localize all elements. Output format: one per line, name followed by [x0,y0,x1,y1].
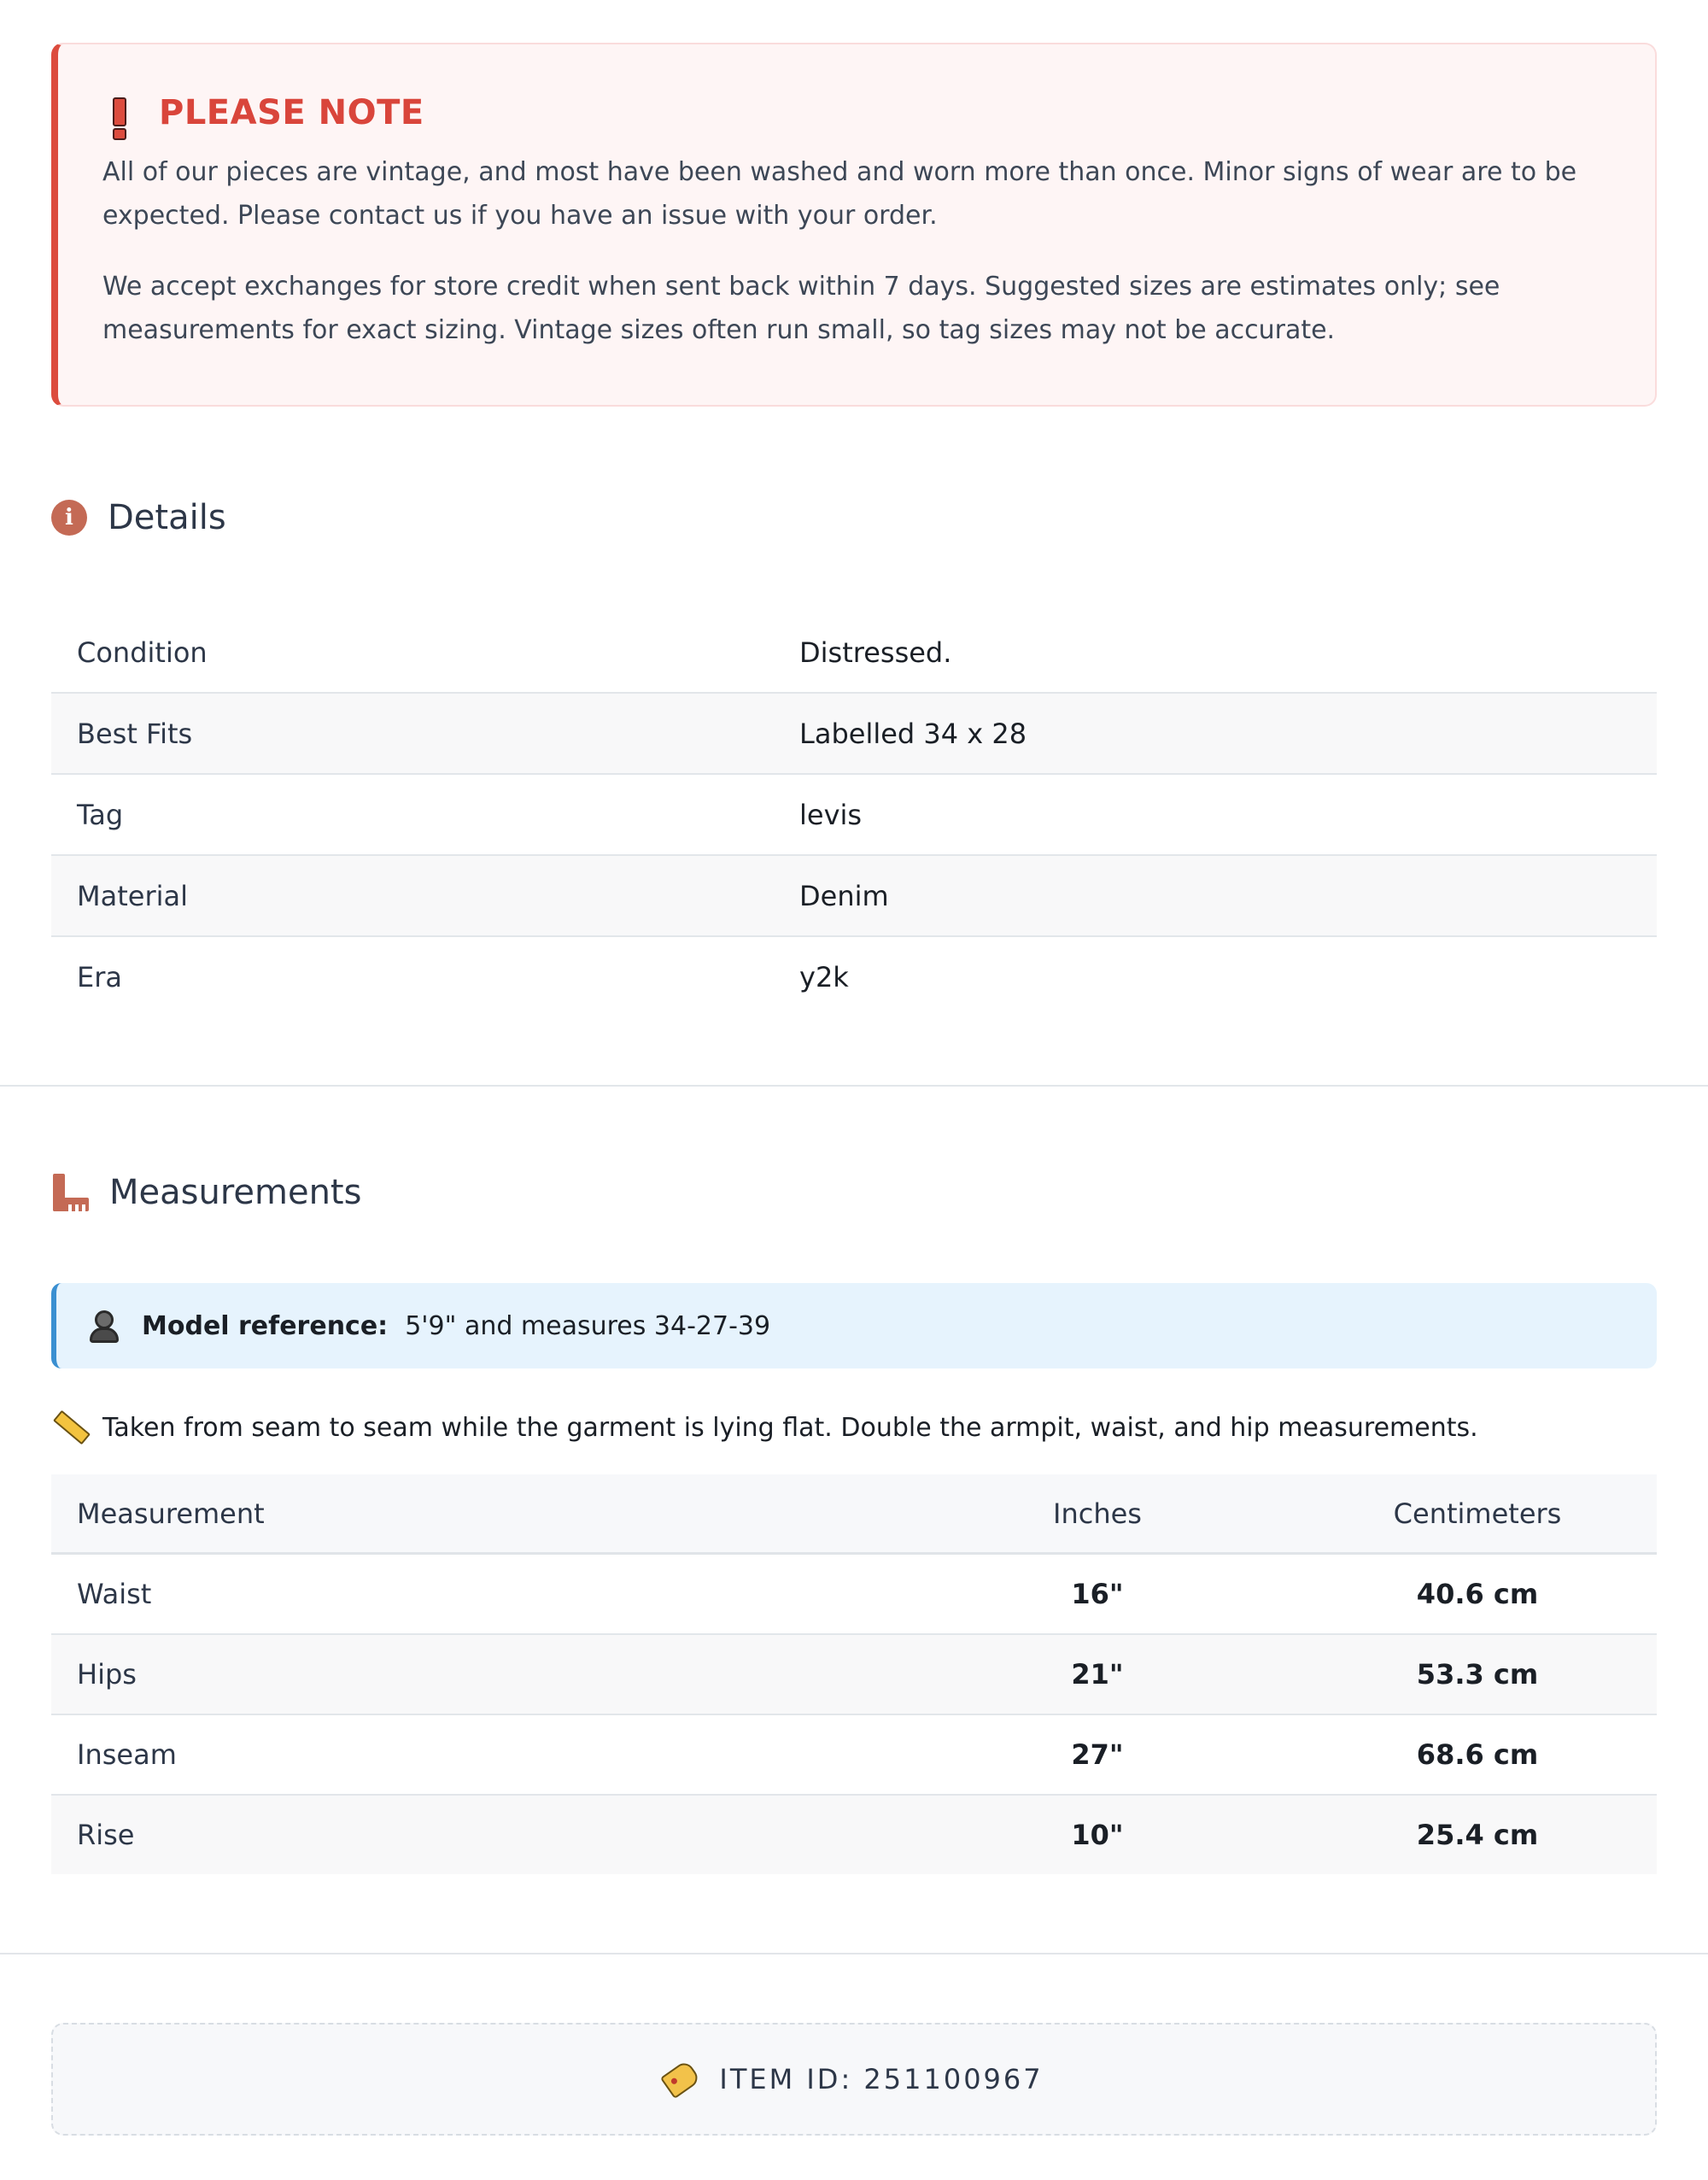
detail-value: Labelled 34 x 28 [774,693,1657,774]
detail-value: levis [774,774,1657,855]
details-table-container [51,612,1657,1017]
model-reference-value: 5'9" and measures 34-27-39 [405,1310,771,1341]
table-header-row [51,1474,1657,1554]
details-title: Details [108,498,226,537]
detail-value: y2k [799,960,849,993]
detail-label: Era [77,960,122,993]
table-row [51,693,1657,774]
measurement-inches: 21" [897,1634,1298,1714]
measurement-instructions [51,1408,1657,1447]
measurement-name: Hips [51,1634,897,1714]
column-header: Centimeters [1298,1474,1657,1554]
table-row [51,1634,1657,1714]
column-header: Inches [897,1474,1298,1554]
info-icon: i [51,500,87,536]
measurement-cm: 40.6 cm [1298,1554,1657,1635]
details-heading [51,492,1657,543]
detail-value: Denim [774,855,1657,936]
ruler-icon [51,1174,89,1211]
measurement-cm: 53.3 cm [1298,1634,1657,1714]
section-divider [0,1085,1708,1087]
detail-label: Best Fits [51,693,774,774]
detail-label: Tag [51,774,774,855]
measurement-instructions-text: Taken from seam to seam while the garment is lying flat. Double the armpit, waist, and hip measurements. [102,1412,1478,1443]
measurement-cm: 25.4 cm [1298,1795,1657,1874]
measurement-inches: 10" [897,1795,1298,1874]
measurements-table-container [51,1474,1657,1874]
please-note-paragraph: All of our pieces are vintage, and most have been washed and worn more than once. Minor signs of wear are to be expected. Please contact us if you have an issue with your order. [102,157,1577,231]
measurement-name: Waist [51,1554,897,1635]
pencil-icon [53,1410,91,1445]
detail-label: Material [51,855,774,936]
measurement-name: Rise [51,1795,897,1874]
tag-icon [660,2060,701,2099]
please-note-paragraph: We accept exchanges for store credit when sent back within 7 days. Suggested sizes are estimates only; see measurements for exact sizing. Vintage sizes often run small, so tag sizes may not be accurate. [102,272,1500,345]
please-note-box [51,43,1657,407]
item-id: ITEM ID: 251100967 [719,2063,1044,2095]
table-row [51,855,1657,936]
table-row [51,612,1657,693]
detail-value: Distressed. [774,612,1657,693]
measurement-inches: 16" [897,1554,1298,1635]
column-header: Measurement [51,1474,897,1554]
exclamation-icon [102,89,137,137]
detail-label: Condition [51,612,774,693]
please-note-header [102,89,1607,137]
table-row [51,1714,1657,1795]
measurements-table [51,1474,1657,1874]
item-id-box [51,2023,1657,2136]
section-divider [0,1953,1708,1954]
table-row [51,936,1657,1017]
measurement-inches: 27" [897,1714,1298,1795]
table-row [51,774,1657,855]
measurements-heading [51,1167,1657,1218]
measurement-cm: 68.6 cm [1298,1714,1657,1795]
measurements-title: Measurements [109,1173,362,1212]
person-icon [89,1309,120,1343]
model-reference-label: Model reference: [142,1310,389,1341]
table-row [51,1554,1657,1635]
please-note-title: PLEASE NOTE [159,93,424,132]
table-row [51,1795,1657,1874]
measurement-name: Inseam [51,1714,897,1795]
model-reference [51,1283,1657,1368]
details-table [51,612,1657,1017]
